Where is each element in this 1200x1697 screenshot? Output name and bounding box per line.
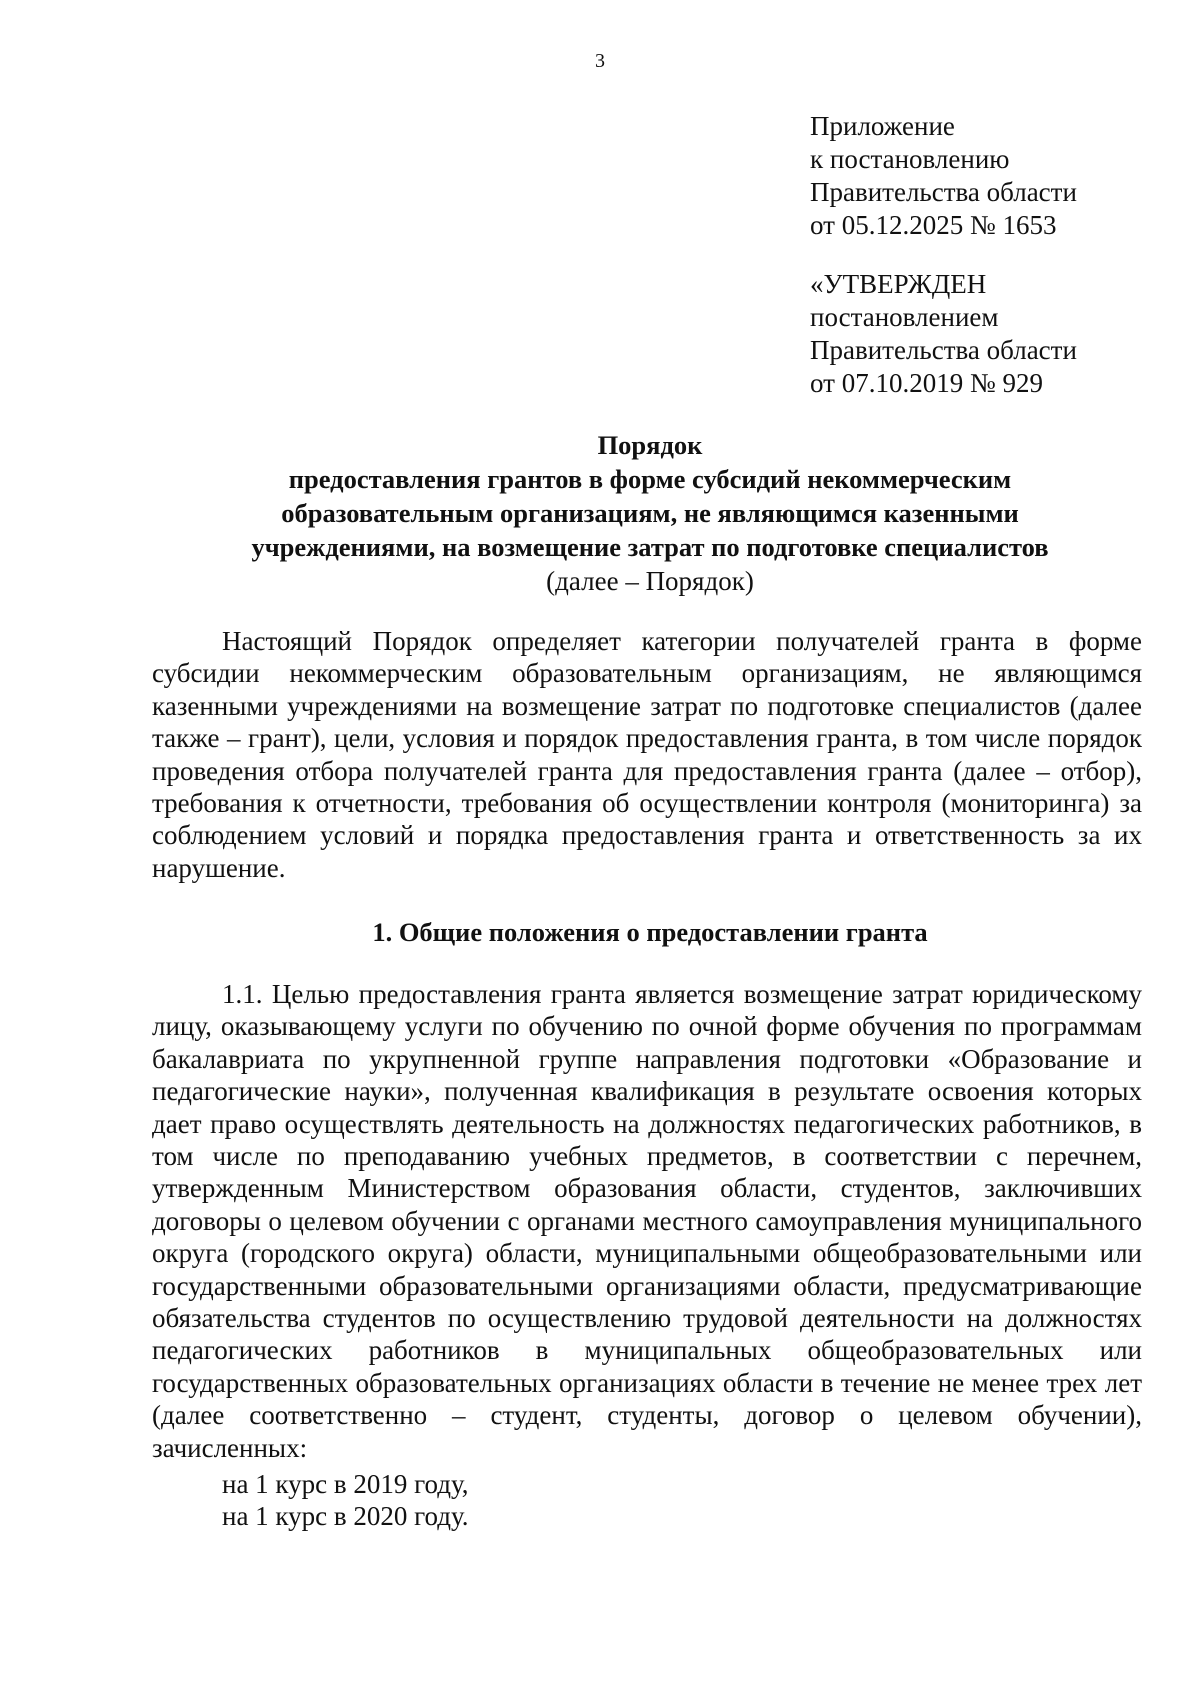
approved-block	[810, 268, 1170, 400]
approved-line: от 07.10.2019 № 929	[810, 368, 1043, 398]
document-title	[150, 428, 1150, 598]
list-item: на 1 курс в 2020 году.	[222, 1501, 469, 1531]
appendix-line: к постановлению	[810, 144, 1010, 174]
appendix-line: от 05.12.2025 № 1653	[810, 210, 1057, 240]
title-line: учреждениями, на возмещение затрат по подготовке специалистов	[251, 532, 1049, 562]
page-number: 3	[595, 50, 605, 72]
section-heading: 1. Общие положения о предоставлении гранта	[372, 917, 928, 947]
title-line: образовательным организациям, не являющимся казенными	[281, 498, 1019, 528]
title-heading: Порядок	[597, 430, 703, 460]
approved-line: Правительства области	[810, 335, 1077, 365]
title-subtitle: (далее – Порядок)	[546, 566, 754, 596]
paragraph-1-1: 1.1. Целью предоставления гранта является возмещение затрат юридическому лицу, оказывающему услуги по обучению по очной форме обучения по программам бакалавриата по укрупненной группе направления подготовки «Образование и педагогические науки», полученная квалификация в результате освоения которых дает право осуществлять деятельность на должностях педагогических работников, в том числе по преподаванию учебных предметов, в соответствии с перечнем, утвержденным Министерством образования области, студентов, заключивших договоры о целевом обучении с органами местного самоуправления муниципального округа (городского округа) области, муниципальными общеобразовательными или государственными образовательными организациями области, предусматривающие обязательства студентов по осуществлению трудовой деятельности на должностях педагогических работников в муниципальных общеобразовательных или государственных образовательных организациях области в течение не менее трех лет (далее соответственно – студент, студенты, договор о целевом обучении), зачисленных:	[152, 979, 1142, 1463]
appendix-line: Правительства области	[810, 177, 1077, 207]
appendix-line: Приложение	[810, 111, 955, 141]
title-line: предоставления грантов в форме субсидий некоммерческим	[288, 464, 1012, 494]
appendix-block	[810, 110, 1170, 242]
list-item: на 1 курс в 2019 году,	[222, 1469, 469, 1499]
approved-line: «УТВЕРЖДЕН	[810, 269, 987, 299]
intro-paragraph: Настоящий Порядок определяет категории получателей гранта в форме субсидии некоммерческим образовательным организациям, не являющимся казенными учреждениями на возмещение затрат по подготовке специалистов (далее также – грант), цели, условия и порядок предоставления гранта, в том числе порядок проведения отбора получателей гранта для предоставления гранта (далее – отбор), требования к отчетности, требования об осуществлении контроля (мониторинга) за соблюдением условий и порядка предоставления гранта и ответственность за их нарушение.	[152, 626, 1142, 883]
approved-line: постановлением	[810, 302, 999, 332]
